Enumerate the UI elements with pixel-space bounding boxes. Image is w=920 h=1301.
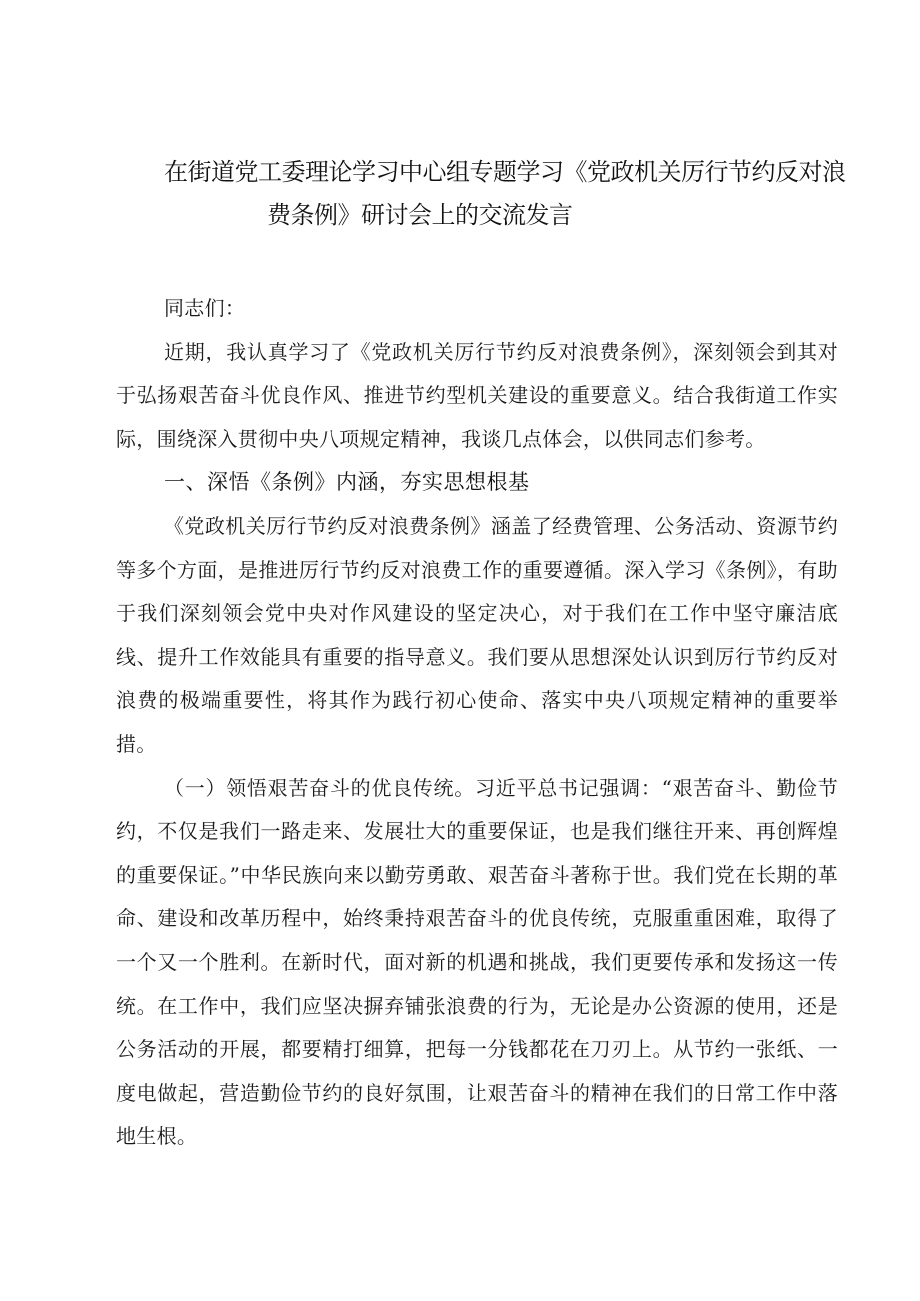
salutation: 同志们： [164, 296, 246, 320]
document-title-line-1: 在街道党工委理论学习中心组专题学习《党政机关厉行节约反对浪 [164, 158, 846, 186]
intro-paragraph: 近期，我认真学习了《党政机关厉行节约反对浪费条例》，深刻领会到其对于弘扬艰苦奋斗优良作风、推进节约型机关建设的重要意义。结合我街道工作实际，围绕深入贯彻中央八项规定精神，我谈几点体会，以供同志们参考。 [116, 339, 838, 451]
section-1-paragraph-2: （一）领悟艰苦奋斗的优良传统。习近平总书记强调：“艰苦奋斗、勤俭节约，不仅是我们一路走来、发展壮大的重要保证，也是我们继往开来、再创辉煌的重要保证。”中华民族向来以勤劳勇敢、艰苦奋斗著称于世。我们党在长期的革命、建设和改革历程中，始终秉持艰苦奋斗的优良传统，克服重重困难，取得了一个又一个胜利。在新时代，面对新的机遇和挑战，我们更要传承和发扬这一传统。在工作中，我们应坚决摒弃铺张浪费的行为，无论是办公资源的使用，还是公务活动的开展，都要精打细算，把每一分钱都花在刀刃上。从节约一张纸、一度电做起，营造勤俭节约的良好氛围，让艰苦奋斗的精神在我们的日常工作中落地生根。 [116, 775, 838, 1149]
document-title-line-2: 费条例》研讨会上的交流发言 [267, 201, 573, 229]
section-heading-1: 一、深悟《条例》内涵，夯实思想根基 [164, 470, 530, 495]
section-1-paragraph-1: 《党政机关厉行节约反对浪费条例》涵盖了经费管理、公务活动、资源节约等多个方面，是推进厉行节约反对浪费工作的重要遵循。深入学习《条例》，有助于我们深刻领会党中央对作风建设的坚定决心，对于我们在工作中坚守廉洁底线、提升工作效能具有重要的指导意义。我们要从思想深处认识到厉行节约反对浪费的极端重要性，将其作为践行初心使命、落实中央八项规定精神的重要举措。 [116, 513, 838, 756]
document-body [116, 287, 838, 1159]
